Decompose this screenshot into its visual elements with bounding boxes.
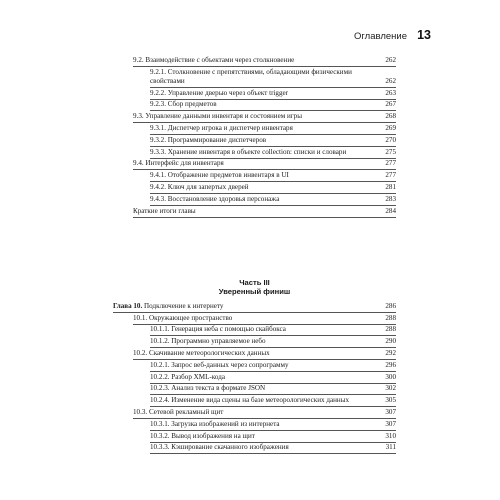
toc-list-bottom [113, 301, 396, 454]
toc-entry-title: 9.3.2. Программирование диспетчеров [150, 135, 267, 144]
toc-entry[interactable] [150, 395, 396, 407]
toc-entry-page: 302 [385, 384, 396, 393]
toc-entry-page: 267 [385, 100, 396, 109]
toc-entry[interactable] [150, 147, 396, 159]
toc-entry[interactable] [150, 384, 396, 396]
toc-entry-page: 292 [385, 348, 396, 357]
toc-entry[interactable] [133, 407, 396, 419]
toc-entry-title: 9.4.3. Восстановление здоровья персонажа [150, 194, 280, 203]
toc-entry-page: 281 [385, 182, 396, 191]
toc-entry[interactable] [113, 301, 396, 313]
toc-entry-title: 10.3.3. Кэширование скачанного изображения [150, 443, 289, 452]
toc-entry[interactable] [133, 159, 396, 171]
toc-entry-page: 288 [385, 313, 396, 322]
toc-entry-title: 10.3.2. Вывод изображения на щит [150, 431, 255, 440]
part-label: Часть III [239, 278, 270, 287]
toc-entry-title: 10.1.2. Программно управляемое небо [150, 337, 266, 346]
toc-entry-page: 270 [385, 135, 396, 144]
toc-entry[interactable] [133, 111, 396, 123]
toc-entry-page: 290 [385, 337, 396, 346]
toc-entry[interactable] [150, 336, 396, 348]
toc-entry-title: 10.1. Окружающее пространство [133, 313, 233, 322]
toc-entry[interactable] [133, 313, 396, 325]
toc-entry[interactable] [150, 194, 396, 206]
toc-entry-title: 10.2.3. Анализ текста в формате JSON [150, 384, 266, 393]
toc-entry[interactable] [150, 100, 396, 112]
toc-entry-page: 269 [385, 123, 396, 132]
toc-entry-page: 284 [385, 206, 396, 215]
toc-entry[interactable] [150, 360, 396, 372]
toc-entry-page: 296 [385, 360, 396, 369]
toc-entry[interactable] [150, 135, 396, 147]
toc-entry[interactable] [150, 67, 396, 88]
toc-entry-page: 300 [385, 372, 396, 381]
toc-entry-page: 305 [385, 396, 396, 405]
toc-entry-title: Краткие итоги главы [133, 206, 196, 215]
part-heading [113, 278, 396, 296]
toc-entry[interactable] [133, 348, 396, 360]
toc-entry-title: 9.2.3. Сбор предметов [150, 100, 217, 109]
toc-entry-page: 262 [385, 76, 396, 85]
part-title: Уверенный финиш [218, 287, 291, 296]
toc-entry-title: 10.1.1. Генерация неба с помощью скайбокса [150, 325, 286, 334]
toc-entry-title: 10.2.1. Запрос веб-данных через сопрограмму [150, 360, 289, 369]
toc-entry-page: 288 [385, 325, 396, 334]
toc-entry[interactable] [150, 325, 396, 337]
toc-entry[interactable] [150, 419, 396, 431]
toc-entry-title: 10.3. Сетевой рекламный щит [133, 407, 224, 416]
toc-entry[interactable] [150, 182, 396, 194]
toc-entry-title: 9.2.1. Столкновение с препятствиями, обладающими физическими свойствами [150, 67, 352, 85]
toc-list-top [113, 55, 396, 218]
toc-entry[interactable] [150, 123, 396, 135]
toc-entry-title: 10.2.2. Разбор XML-кода [150, 372, 225, 381]
toc-entry[interactable] [150, 431, 396, 443]
toc-entry-page: 275 [385, 147, 396, 156]
chapter-title: Подключение к интернету [144, 301, 224, 310]
toc-entry[interactable] [150, 443, 396, 455]
toc-entry-page: 283 [385, 194, 396, 203]
toc-entry-title: 9.4. Интерфейс для инвентаря [133, 159, 224, 168]
toc-entry-page: 311 [385, 443, 396, 452]
toc-entry-page: 307 [385, 419, 396, 428]
page-number: 13 [417, 28, 431, 42]
toc-entry-page: 310 [385, 431, 396, 440]
toc-entry-page: 263 [385, 88, 396, 97]
toc-entry-title: 9.3. Управление данными инвентаря и состоянием игры [133, 112, 302, 121]
toc-entry-title: 9.2.2. Управление дверью через объект trigger [150, 88, 289, 97]
toc-entry-title: 9.4.1. Отображение предметов инвентаря в UI [150, 171, 289, 180]
chapter-prefix: Глава 10. [113, 301, 143, 310]
toc-entry-title: 9.3.3. Хранение инвентаря в объекте collection: списки и словари [150, 147, 347, 156]
toc-entry-page: 277 [385, 171, 396, 180]
toc-entry[interactable] [133, 206, 396, 218]
toc-entry-title [113, 302, 382, 311]
toc-entry-page: 262 [385, 55, 396, 64]
toc-entry[interactable] [150, 170, 396, 182]
toc-bottom-block [113, 266, 396, 454]
toc-entry-title: 10.3.1. Загрузка изображений из интернета [150, 419, 280, 428]
toc-entry[interactable] [150, 372, 396, 384]
running-head: Оглавление [354, 31, 407, 42]
toc-entry-page: 268 [385, 112, 396, 121]
toc-entry-page: 286 [385, 301, 396, 310]
toc-entry[interactable] [150, 88, 396, 100]
toc-entry-page: 277 [385, 159, 396, 168]
toc-entry-title: 9.2. Взаимодействие с объектами через столкновение [133, 55, 295, 64]
toc-entry-page: 307 [385, 407, 396, 416]
toc-entry-title: 10.2. Скачивание метеорологических данных [133, 348, 270, 357]
toc-entry-title: 9.3.1. Диспетчер игрока и диспетчер инвентаря [150, 123, 293, 132]
toc-entry-title: 9.4.2. Ключ для запертых дверей [150, 182, 249, 191]
toc-entry[interactable] [133, 55, 396, 67]
toc-entry-title: 10.2.4. Изменение вида сцены на базе метеорологических данных [150, 396, 350, 405]
